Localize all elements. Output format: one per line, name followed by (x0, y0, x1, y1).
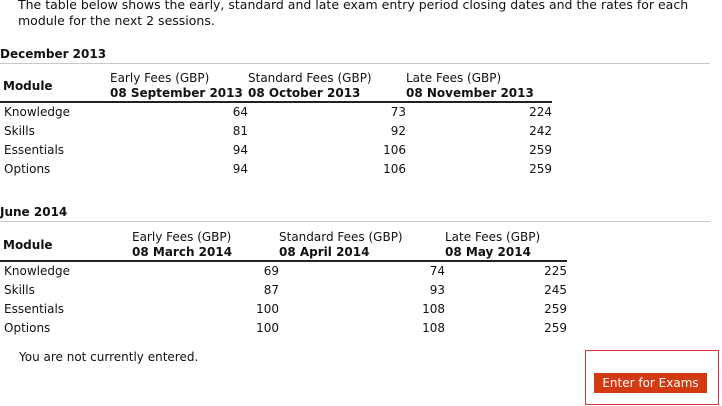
fees-table-december-2013 (0, 71, 552, 179)
late-fee-cell: 259 (544, 321, 567, 335)
late-fee-cell: 245 (544, 283, 567, 297)
early-fees-label: Early Fees (GBP) (110, 71, 210, 85)
enter-for-exams-button[interactable]: Enter for Exams (594, 373, 707, 393)
module-cell: Essentials (4, 302, 65, 316)
standard-fees-date: 08 October 2013 (248, 86, 361, 100)
module-column-header: Module (3, 237, 53, 252)
module-cell: Options (4, 162, 51, 176)
table-row (0, 261, 567, 281)
late-fee-cell: 259 (529, 143, 552, 157)
table-row (0, 141, 552, 160)
table-row (0, 319, 567, 338)
session-divider (0, 221, 710, 222)
early-fees-date: 08 March 2014 (132, 245, 233, 259)
entry-status-text: You are not currently entered. (19, 350, 199, 364)
table-row (0, 281, 567, 300)
early-fees-header (132, 230, 279, 261)
early-fee-cell: 81 (232, 124, 248, 138)
standard-fee-cell: 93 (429, 283, 445, 297)
early-fee-cell: 94 (232, 143, 248, 157)
standard-fee-cell: 108 (422, 321, 445, 335)
session-title-december-2013: December 2013 (0, 47, 107, 61)
late-fees-date: 08 November 2013 (406, 86, 534, 100)
table-row (0, 160, 552, 179)
standard-fees-header (279, 230, 445, 261)
standard-fees-header (248, 71, 406, 102)
standard-fee-cell: 106 (383, 143, 406, 157)
standard-fee-cell: 74 (429, 264, 445, 278)
module-cell: Skills (4, 283, 35, 297)
table-header-row (0, 230, 567, 261)
late-fees-date: 08 May 2014 (445, 245, 531, 259)
standard-fees-label: Standard Fees (GBP) (279, 230, 403, 244)
session-divider (0, 63, 710, 64)
standard-fee-cell: 106 (383, 162, 406, 176)
early-fee-cell: 69 (263, 264, 279, 278)
table-row (0, 300, 567, 319)
standard-fee-cell: 108 (422, 302, 445, 316)
early-fee-cell: 100 (256, 321, 279, 335)
early-fees-date: 08 September 2013 (110, 86, 243, 100)
early-fee-cell: 94 (232, 162, 248, 176)
early-fee-cell: 64 (232, 105, 248, 119)
late-fees-label: Late Fees (GBP) (445, 230, 541, 244)
late-fees-label: Late Fees (GBP) (406, 71, 502, 85)
standard-fee-cell: 73 (390, 105, 406, 119)
table-row (0, 102, 552, 122)
early-fee-cell: 87 (263, 283, 279, 297)
module-cell: Knowledge (4, 264, 70, 278)
table-row (0, 122, 552, 141)
module-cell: Essentials (4, 143, 65, 157)
late-fee-cell: 259 (529, 162, 552, 176)
module-cell: Skills (4, 124, 35, 138)
module-column-header: Module (3, 78, 53, 93)
early-fees-label: Early Fees (GBP) (132, 230, 232, 244)
early-fees-header (110, 71, 248, 102)
intro-text: The table below shows the early, standard and late exam entry period closing dates and the rates for each module for the next 2 sessions. (18, 0, 689, 28)
late-fee-cell: 242 (529, 124, 552, 138)
module-cell: Knowledge (4, 105, 70, 119)
late-fee-cell: 225 (544, 264, 567, 278)
late-fee-cell: 259 (544, 302, 567, 316)
late-fee-cell: 224 (529, 105, 552, 119)
late-fees-header (445, 230, 567, 261)
module-cell: Options (4, 321, 51, 335)
standard-fees-date: 08 April 2014 (279, 245, 370, 259)
session-title-june-2014: June 2014 (0, 205, 68, 219)
table-header-row (0, 71, 552, 102)
early-fee-cell: 100 (256, 302, 279, 316)
standard-fee-cell: 92 (390, 124, 406, 138)
late-fees-header (406, 71, 552, 102)
enter-exams-highlight (585, 350, 719, 405)
fees-table-june-2014 (0, 230, 567, 338)
standard-fees-label: Standard Fees (GBP) (248, 71, 372, 85)
